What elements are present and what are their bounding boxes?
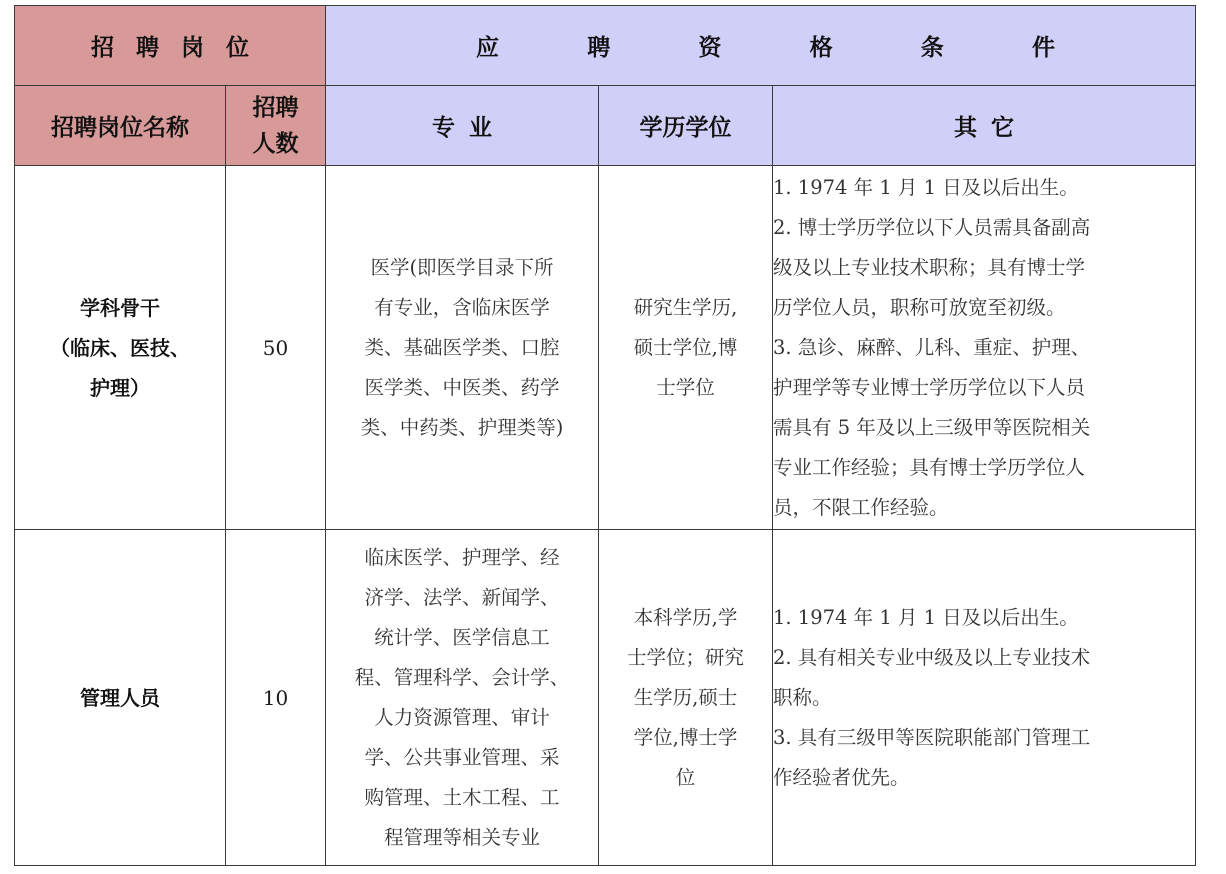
header-conditions-text bbox=[326, 29, 1195, 62]
header-degree: 学历学位 bbox=[599, 86, 773, 166]
header-conditions-char: 资 bbox=[698, 35, 722, 61]
header-other-text: 其它 bbox=[954, 115, 1028, 141]
degree-line: 学位,博士学 bbox=[633, 725, 738, 749]
requirement-line: 职称。 bbox=[773, 685, 832, 709]
position-name-line: （临床、医技、 bbox=[50, 335, 190, 360]
major-line: 医学(即医学目录下所 bbox=[370, 255, 554, 279]
headcount-cell: 50 bbox=[226, 166, 326, 530]
major-line: 临床医学、护理学、经 bbox=[364, 545, 560, 569]
major-line: 类、基础医学类、口腔 bbox=[364, 335, 560, 359]
header-conditions-char: 应 bbox=[476, 35, 499, 61]
header-conditions-char: 件 bbox=[1031, 35, 1055, 61]
major-line: 统计学、医学信息工 bbox=[374, 625, 550, 649]
degree-cell bbox=[599, 166, 773, 530]
position-name-line: 护理） bbox=[90, 375, 150, 400]
major-cell bbox=[326, 530, 599, 866]
requirement-line: 2. 具有相关专业中级及以上专业技术 bbox=[773, 645, 1091, 669]
requirement-line: 级及以上专业技术职称；具有博士学 bbox=[773, 255, 1086, 279]
degree-line: 士学位 bbox=[656, 375, 715, 399]
header-count-line: 招聘 bbox=[252, 94, 299, 121]
position-name-cell bbox=[15, 530, 226, 866]
degree-line: 士学位；研究 bbox=[626, 645, 744, 669]
major-line: 程管理等相关专业 bbox=[383, 825, 540, 849]
major-line: 医学类、中医类、药学 bbox=[364, 375, 560, 399]
position-name-cell bbox=[15, 166, 226, 530]
header-conditions-char: 聘 bbox=[587, 35, 611, 61]
major-line: 类、中药类、护理类等) bbox=[360, 415, 564, 439]
major-line: 学、公共事业管理、采 bbox=[364, 745, 560, 769]
degree-line: 硕士学位,博 bbox=[633, 335, 738, 359]
position-name-line: 学科骨干 bbox=[80, 295, 160, 320]
header-count-line: 人数 bbox=[252, 130, 299, 157]
degree-cell bbox=[599, 530, 773, 866]
recruitment-table bbox=[14, 5, 1196, 866]
requirement-line: 需具有 5 年及以上三级甲等医院相关 bbox=[773, 415, 1091, 439]
requirement-line: 3. 急诊、麻醉、儿科、重症、护理、 bbox=[773, 335, 1091, 359]
header-row-2 bbox=[15, 86, 1196, 166]
header-count bbox=[226, 86, 326, 166]
header-position bbox=[15, 6, 326, 86]
degree-line: 生学历,硕士 bbox=[633, 685, 738, 709]
header-row-1 bbox=[15, 6, 1196, 86]
major-line: 有专业，含临床医学 bbox=[374, 295, 550, 319]
header-conditions bbox=[326, 6, 1196, 86]
header-other bbox=[773, 86, 1196, 166]
position-name-line: 管理人员 bbox=[80, 685, 160, 710]
requirement-line: 2. 博士学历学位以下人员需具备副高 bbox=[773, 215, 1091, 239]
requirement-line: 1. 1974 年 1 月 1 日及以后出生。 bbox=[773, 605, 1079, 629]
major-line: 程、管理科学、会计学、 bbox=[354, 665, 570, 689]
major-line: 人力资源管理、审计 bbox=[374, 705, 550, 729]
headcount-cell: 10 bbox=[226, 530, 326, 866]
requirement-line: 员，不限工作经验。 bbox=[773, 495, 949, 519]
requirement-line: 历学位人员，职称可放宽至初级。 bbox=[773, 295, 1066, 319]
other-requirements-cell bbox=[773, 530, 1196, 866]
other-requirements-cell bbox=[773, 166, 1196, 530]
requirement-line: 作经验者优先。 bbox=[773, 765, 910, 789]
major-line: 购管理、土木工程、工 bbox=[364, 785, 560, 809]
table-row bbox=[15, 530, 1196, 866]
degree-line: 研究生学历, bbox=[633, 295, 738, 319]
major-line: 济学、法学、新闻学、 bbox=[364, 585, 560, 609]
header-conditions-char: 条 bbox=[920, 35, 944, 61]
requirement-line: 专业工作经验；具有博士学历学位人 bbox=[773, 455, 1086, 479]
header-position-text: 招聘岗位 bbox=[91, 35, 271, 61]
table-row bbox=[15, 166, 1196, 530]
degree-line: 位 bbox=[675, 765, 696, 789]
requirement-line: 护理学等专业博士学历学位以下人员 bbox=[773, 375, 1086, 399]
header-conditions-char: 格 bbox=[809, 35, 833, 61]
header-major bbox=[326, 86, 599, 166]
major-cell bbox=[326, 166, 599, 530]
degree-line: 本科学历,学 bbox=[633, 605, 738, 629]
requirement-line: 1. 1974 年 1 月 1 日及以后出生。 bbox=[773, 175, 1079, 199]
requirement-line: 3. 具有三级甲等医院职能部门管理工 bbox=[773, 725, 1091, 749]
header-position-name: 招聘岗位名称 bbox=[15, 86, 226, 166]
header-major-text: 专业 bbox=[432, 115, 506, 141]
